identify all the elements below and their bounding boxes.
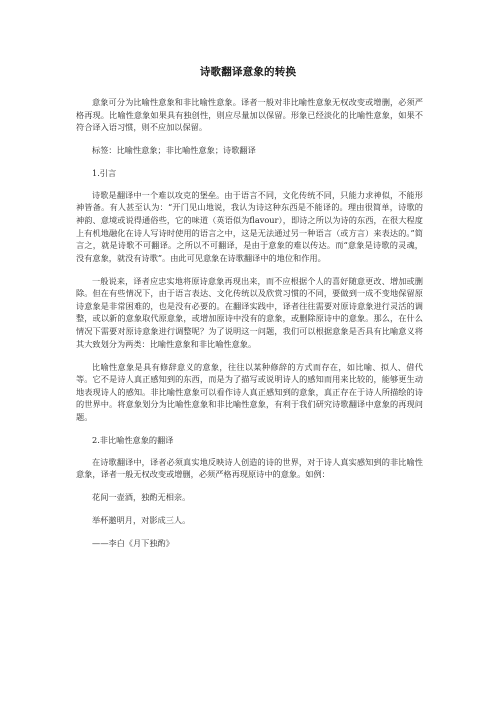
section-heading-non-metaphorical: 2.非比喻性意象的翻译 (92, 435, 174, 446)
body-paragraph: 比喻性意象是具有修辞意义的意象，往往以某种修辞的方式而存在，如比喻、拟人、借代等。它不是诗人真正感知到的东西，而是为了描写或说明诗人的感知而用来比较的，能够更生动地表现诗人的感知。非比喻性意象可以看作诗人真正感知到的意象，真正存在于诗人所描绘的诗的世界中。将意象划分为比喻性意象和非比喻性意象，有利于我们研究诗歌翻译中意象的再现问题。 (76, 361, 423, 423)
poem-line: 举杯邀明月，对影成三人。 (92, 515, 191, 526)
poem-line: 花间一壶酒，独酌无相亲。 (92, 492, 191, 503)
body-paragraph: 在诗歌翻译中，译者必须真实地反映诗人创造的诗的世界，对于诗人真实感知到的非比喻性意象，译者一般无权改变或增删，必须严格再现原诗中的意象。如例： (76, 456, 423, 480)
poem-attribution: ——李白《月下独酌》 (92, 538, 174, 549)
body-paragraph: 一般说来，译者应忠实地将原诗意象再现出来，而不应根据个人的喜好随意更改、增加或删除。但在有些情况下，由于语言表达、文化传统以及欣赏习惯的不同，要做到一成不变地保留原诗意象是非常困难的，也是没有必要的。在翻译实践中，译者往往需要对原诗意象进行灵活的调整，或以新的意象取代原意象，或增加原诗中没有的意象，或删除原诗中的意象。那么，在什么情况下需要对原诗意象进行调整呢？为了说明这一问题，我们可以根据意象是否具有比喻意义将其大致划分为两类：比喻性意象和非比喻性意象。 (76, 275, 423, 349)
body-paragraph: 诗歌是翻译中一个难以攻克的堡垒。由于语言不同，文化传统不同，只能力求神似，不能形神皆备。有人甚至认为：“开门见山地说，我认为诗这种东西是不能译的。理由很简单，诗歌的神韵、意境或说得通俗些，它的味道（英语似为flavour），即诗之所以为诗的东西，在很大程度上有机地融化在诗人写诗时使用的语言之中，这是无法通过另一种语言（或方言）来表达的。”简言之，就是诗歌不可翻译。之所以不可翻译，是由于意象的难以传达。而“意象是诗歌的灵魂，没有意象，就没有诗歌”。由此可见意象在诗歌翻译中的地位和作用。 (76, 189, 423, 263)
document-body (76, 96, 423, 560)
keywords-line: 标签：比喻性意象；非比喻性意象；诗歌翻译 (92, 145, 256, 156)
abstract-paragraph: 意象可分为比喻性意象和非比喻性意象。译者一般对非比喻性意象无权改变或增删，必须严格再现。比喻性意象如果具有独创性，则应尽量加以保留。形象已经淡化的比喻性意象，如果不符合译入语习惯，则不应加以保留。 (76, 97, 423, 133)
document-title: 诗歌翻译意象的转换 (199, 66, 297, 78)
section-heading-introduction: 1.引言 (92, 168, 117, 179)
